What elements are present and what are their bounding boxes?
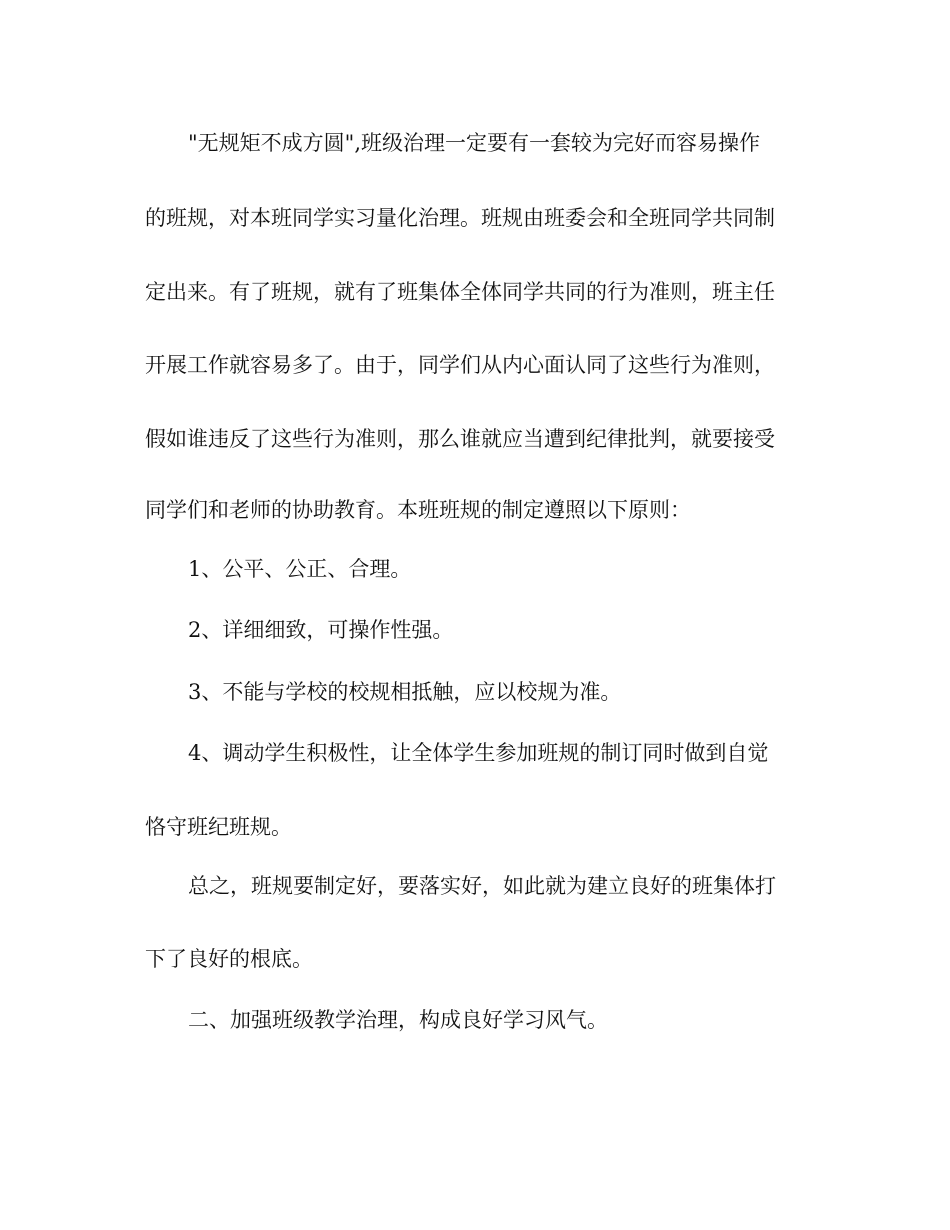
principle-item: 3、不能与学校的校规相抵触，应以校规为准。 xyxy=(188,680,622,704)
section-heading: 二、加强班级教学治理，构成良好学习风气。 xyxy=(188,1008,608,1032)
principle-item: 4、调动学生积极性，让全体学生参加班规的制订同时做到自觉 xyxy=(188,741,769,765)
summary-line: 下了良好的根底。 xyxy=(145,947,313,971)
summary-line: 总之，班规要制定好，要落实好，如此就为建立良好的班集体打 xyxy=(188,874,776,898)
paragraph-line: 的班规，对本班同学实习量化治理。班规由班委会和全班同学共同制 xyxy=(145,206,775,230)
paragraph-line: 同学们和老师的协助教育。本班班规的制定遵照以下原则： xyxy=(145,498,691,522)
paragraph-line: 定出来。有了班规，就有了班集体全体同学共同的行为准则，班主任 xyxy=(145,280,775,304)
paragraph-line: 假如谁违反了这些行为准则，那么谁就应当遭到纪律批判，就要接受 xyxy=(145,427,775,451)
principle-item: 2、详细细致，可操作性强。 xyxy=(188,618,454,642)
principle-item: 1、公平、公正、合理。 xyxy=(188,557,412,581)
paragraph-line: "无规矩不成方圆",班级治理一定要有一套较为完好而容易操作 xyxy=(188,131,760,155)
principle-item-continuation: 恪守班纪班规。 xyxy=(145,815,292,839)
paragraph-line: 开展工作就容易多了。由于，同学们从内心面认同了这些行为准则， xyxy=(145,353,775,377)
